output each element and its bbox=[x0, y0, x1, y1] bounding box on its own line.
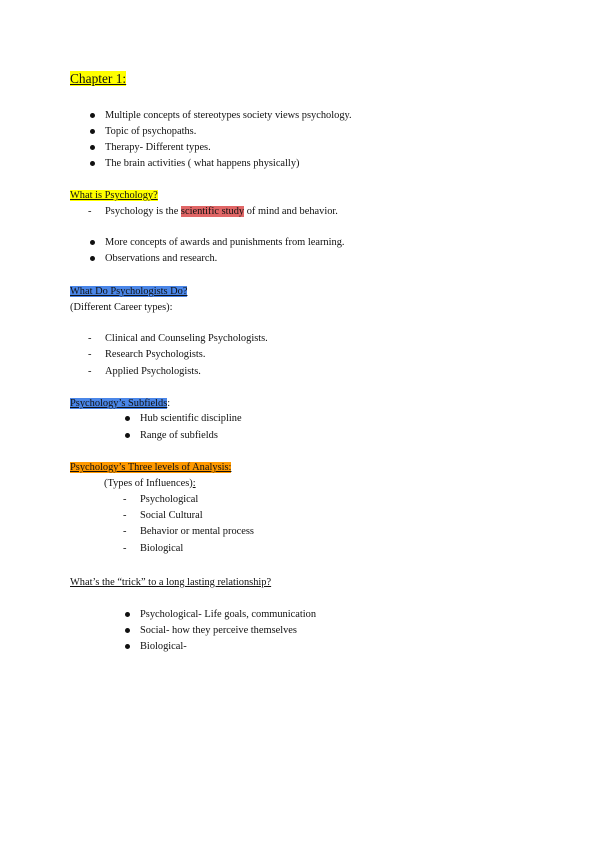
list-item: Psychological- Life goals, communication bbox=[140, 609, 317, 620]
list-item: Biological bbox=[140, 543, 184, 554]
list-item: Hub scientific discipline bbox=[140, 413, 242, 424]
bullet-dot-icon bbox=[125, 416, 130, 421]
list-item: The brain activities ( what happens physically) bbox=[105, 158, 300, 169]
bullet-dot-icon bbox=[90, 113, 95, 118]
bullet-dot-icon bbox=[90, 129, 95, 134]
section-heading-trick: What’s the “trick” to a long lasting relationship? bbox=[70, 577, 272, 588]
list-item: Range of subfields bbox=[140, 430, 218, 441]
chapter-title: Chapter 1: bbox=[70, 71, 127, 86]
list-item: Social- how they perceive themselves bbox=[140, 625, 297, 636]
bullet-dot-icon bbox=[125, 433, 130, 438]
dash-marker: - bbox=[123, 543, 127, 554]
section-subtitle: (Types of Influences): bbox=[104, 478, 196, 489]
bullet-dot-icon bbox=[90, 240, 95, 245]
section-heading-what-is: What is Psychology? bbox=[70, 190, 158, 201]
list-item: Applied Psychologists. bbox=[105, 366, 201, 377]
dash-marker: - bbox=[88, 366, 92, 377]
list-item: More concepts of awards and punishments from learning. bbox=[105, 237, 345, 248]
bullet-dot-icon bbox=[125, 628, 130, 633]
section-heading-what-do: What Do Psychologists Do? bbox=[70, 286, 188, 297]
list-item: Therapy- Different types. bbox=[105, 142, 211, 153]
section-heading-subfields: Psychology’s Subfields: bbox=[70, 398, 171, 409]
bullet-dot-icon bbox=[90, 145, 95, 150]
section-heading-levels: Psychology’s Three levels of Analysis: bbox=[70, 462, 232, 473]
list-item: Clinical and Counseling Psychologists. bbox=[105, 333, 268, 344]
bullet-dot-icon bbox=[125, 644, 130, 649]
section-subtitle: (Different Career types): bbox=[70, 302, 173, 313]
list-item: Topic of psychopaths. bbox=[105, 126, 197, 137]
dash-marker: - bbox=[123, 526, 127, 537]
highlighted-term: scientific study bbox=[180, 206, 245, 217]
list-item: Biological- bbox=[140, 641, 187, 652]
list-item: Research Psychologists. bbox=[105, 349, 206, 360]
list-item: Social Cultural bbox=[140, 510, 203, 521]
dash-marker: - bbox=[123, 494, 127, 505]
dash-marker: - bbox=[88, 333, 92, 344]
dash-marker: - bbox=[88, 349, 92, 360]
list-item: Multiple concepts of stereotypes society views psychology. bbox=[105, 110, 352, 121]
bullet-dot-icon bbox=[90, 161, 95, 166]
list-item: Behavior or mental process bbox=[140, 526, 254, 537]
list-item: Observations and research. bbox=[105, 253, 218, 264]
list-item: Psychological bbox=[140, 494, 199, 505]
dash-marker: - bbox=[88, 206, 92, 217]
bullet-dot-icon bbox=[125, 612, 130, 617]
bullet-dot-icon bbox=[90, 256, 95, 261]
dash-marker: - bbox=[123, 510, 127, 521]
what-is-definition: Psychology is the scientific study of mind and behavior. bbox=[105, 206, 338, 217]
